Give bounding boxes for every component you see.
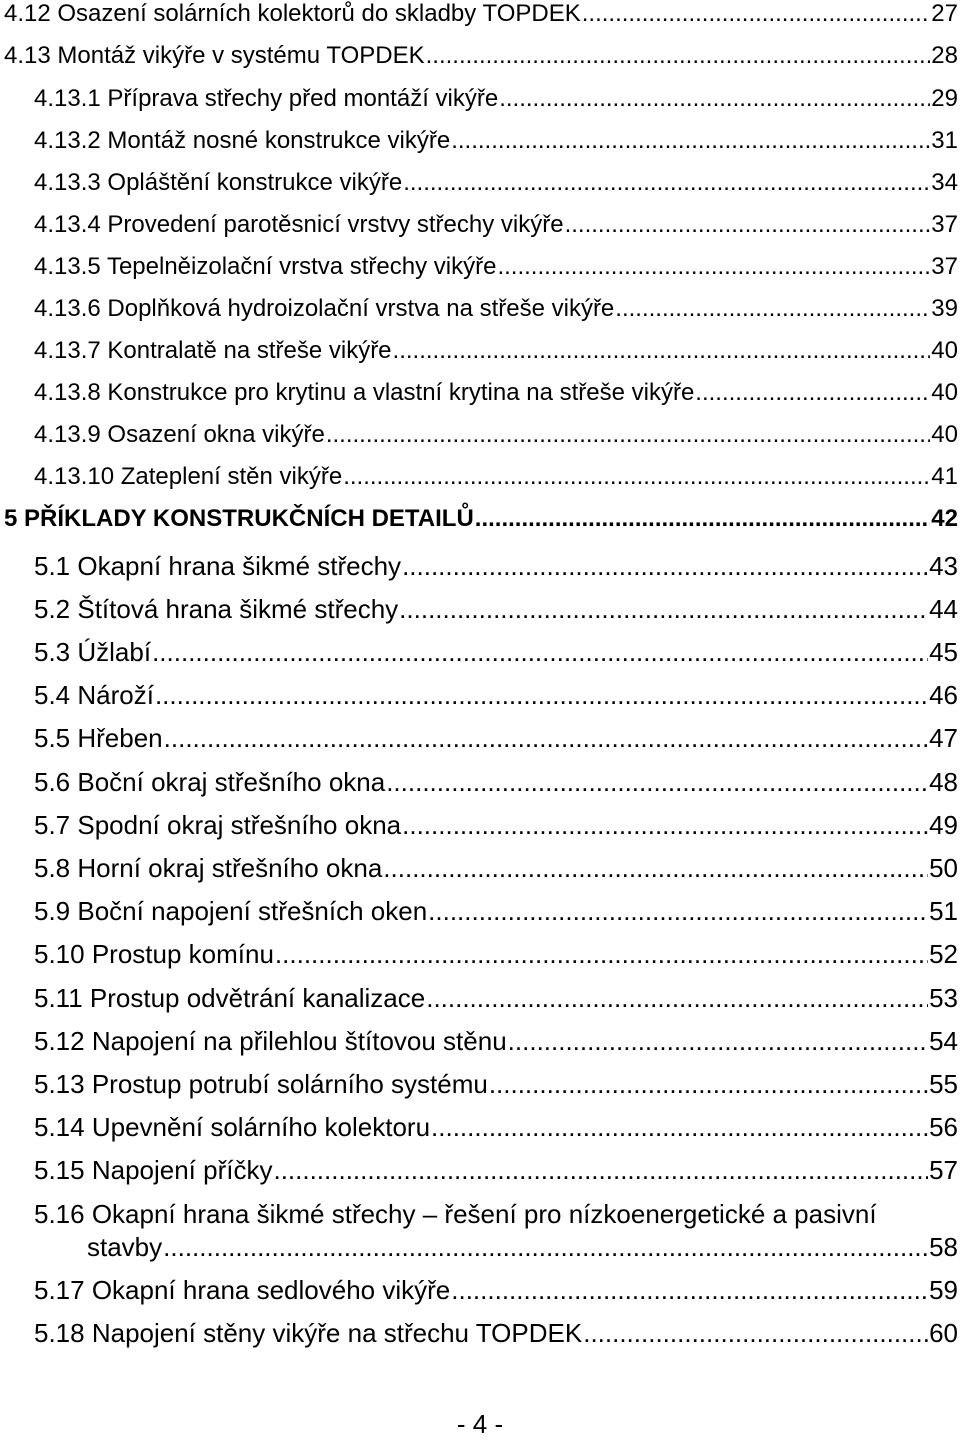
toc-entry-page: 29: [931, 85, 958, 112]
toc-entry-title: 5.17 Okapní hrana sedlového vikýře: [34, 1275, 451, 1305]
toc-leader-dots: [402, 551, 928, 582]
toc-leader-dots: [615, 295, 930, 323]
toc-entry[interactable]: [0, 939, 960, 970]
toc-entry[interactable]: [0, 253, 960, 281]
toc-entry-page: 47: [929, 723, 958, 753]
toc-entry-title: 5.10 Prostup komínu: [34, 939, 274, 969]
toc-entry[interactable]: [0, 1155, 960, 1186]
toc-entry-page: 27: [931, 0, 958, 27]
toc-leader-dots: [489, 1069, 928, 1100]
toc-entry[interactable]: [0, 637, 960, 668]
toc-entry-page: 28: [931, 42, 958, 69]
toc-entry-page: 42: [931, 505, 958, 532]
toc-leader-dots: [582, 0, 931, 28]
toc-entry[interactable]: [0, 551, 960, 582]
toc-entry[interactable]: [0, 1232, 960, 1263]
toc-entry-page: 58: [929, 1232, 958, 1262]
toc-entry-title: 5.12 Napojení na přilehlou štítovou stěnu: [34, 1026, 507, 1056]
toc-entry-page: 40: [931, 421, 958, 448]
toc-leader-dots: [163, 1232, 928, 1263]
toc-entry-title: 4.13.1 Příprava střechy před montáží vikýře: [34, 85, 499, 112]
toc-leader-dots: [273, 1155, 928, 1186]
toc-entry-page: 54: [929, 1026, 958, 1056]
toc-entry-title: 4.13.9 Osazení okna vikýře: [34, 421, 325, 448]
toc-entry-title: 4.12 Osazení solárních kolektorů do skladby TOPDEK: [4, 0, 581, 27]
toc-entry-title: 5.18 Napojení stěny vikýře na střechu TOPDEK: [34, 1318, 583, 1348]
toc-entry-title: 5.13 Prostup potrubí solárního systému: [34, 1069, 488, 1099]
toc-entry-title: 5.14 Upevnění solárního kolektoru: [34, 1112, 431, 1142]
toc-entry[interactable]: [0, 1318, 960, 1349]
toc-entry-page: 37: [931, 211, 958, 238]
toc-entry-page: 50: [929, 853, 958, 883]
toc-entry[interactable]: [0, 211, 960, 239]
toc-leader-dots: [426, 983, 928, 1014]
toc-entry-page: 41: [931, 463, 958, 490]
toc-leader-dots: [402, 810, 928, 841]
toc-entry[interactable]: [0, 853, 960, 884]
toc-leader-dots: [475, 505, 931, 533]
toc-entry[interactable]: [0, 42, 960, 70]
toc-entry[interactable]: [0, 337, 960, 365]
page-number: - 4 -: [456, 1409, 504, 1439]
toc-entry-title: 5.7 Spodní okraj střešního okna: [34, 810, 402, 840]
toc-leader-dots: [499, 85, 930, 113]
toc-entry-title: 4.13 Montáž vikýře v systému TOPDEK: [4, 42, 425, 69]
toc-entry-page: 53: [929, 983, 958, 1013]
toc-entry[interactable]: [0, 723, 960, 754]
toc-entry[interactable]: [0, 379, 960, 407]
toc-entry-title: 5.8 Horní okraj střešního okna: [34, 853, 383, 883]
toc-leader-dots: [508, 1026, 928, 1057]
toc-entry-title: 5.3 Úžlabí: [34, 637, 152, 667]
toc-entry-page: 55: [929, 1069, 958, 1099]
toc-entry-page: 43: [929, 551, 958, 581]
toc-entry[interactable]: [0, 1026, 960, 1057]
toc-entry[interactable]: [0, 1069, 960, 1100]
toc-entry[interactable]: [0, 421, 960, 449]
toc-leader-dots: [386, 767, 928, 798]
toc-entry-page: 52: [929, 939, 958, 969]
toc-entry-title: 4.13.10 Zateplení stěn vikýře: [34, 463, 343, 490]
toc-leader-dots: [565, 211, 931, 239]
toc-entry[interactable]: [0, 1112, 960, 1143]
toc-leader-dots: [403, 169, 930, 197]
toc-leader-dots: [326, 421, 930, 449]
toc-entry-title: 5.15 Napojení příčky: [34, 1155, 273, 1185]
toc-entry-title: 5.2 Štítová hrana šikmé střechy: [34, 594, 399, 624]
toc-entry-title: 4.13.6 Doplňková hydroizolační vrstva na střeše vikýře: [34, 295, 615, 322]
toc-entry-page: 57: [929, 1155, 958, 1185]
toc-entry-page: 39: [931, 295, 958, 322]
toc-entry-page: 45: [929, 637, 958, 667]
toc-leader-dots: [451, 1275, 928, 1306]
toc-entry-page: 49: [929, 810, 958, 840]
toc-entry-title: 5.11 Prostup odvětrání kanalizace: [34, 983, 426, 1013]
toc-entry[interactable]: [0, 85, 960, 113]
toc-leader-dots: [497, 253, 930, 281]
toc-entry-title: 5.5 Hřeben: [34, 723, 163, 753]
toc-leader-dots: [695, 379, 930, 407]
toc-entry-page: 48: [929, 767, 958, 797]
toc-entry-page: 46: [929, 680, 958, 710]
toc-entry[interactable]: [0, 680, 960, 711]
toc-entry[interactable]: [0, 983, 960, 1014]
toc-entry-title: 4.13.8 Konstrukce pro krytinu a vlastní krytina na střeše vikýře: [34, 379, 695, 406]
toc-entry[interactable]: [0, 295, 960, 323]
toc-entry[interactable]: [0, 810, 960, 841]
toc-entry[interactable]: [0, 127, 960, 155]
toc-leader-dots: [164, 723, 928, 754]
toc-entry-page: 40: [931, 379, 958, 406]
toc-entry[interactable]: [0, 896, 960, 927]
toc-entry-page: 56: [929, 1112, 958, 1142]
toc-leader-dots: [343, 463, 930, 491]
toc-entry-title: 4.13.5 Tepelněizolační vrstva střechy vikýře: [34, 253, 497, 280]
toc-entry-title: 5.9 Boční napojení střešních oken: [34, 896, 428, 926]
toc-leader-dots: [426, 42, 931, 70]
toc-entry-title-line1[interactable]: 5.16 Okapní hrana šikmé střechy – řešení pro nízkoenergetické a pasivní: [34, 1199, 877, 1229]
toc-entry[interactable]: [0, 594, 960, 625]
toc-leader-dots: [383, 853, 928, 884]
toc-entry[interactable]: [0, 169, 960, 197]
toc-entry[interactable]: [0, 463, 960, 491]
toc-entry-page: 34: [931, 169, 958, 196]
toc-entry-page: 31: [931, 127, 958, 154]
toc-entry[interactable]: [0, 1275, 960, 1306]
toc-entry-page: 59: [929, 1275, 958, 1305]
toc-entry-title: 5.4 Nároží: [34, 680, 154, 710]
toc-entry-page: 40: [931, 337, 958, 364]
toc-leader-dots: [399, 594, 928, 625]
toc-leader-dots: [583, 1318, 928, 1349]
toc-leader-dots: [275, 939, 928, 970]
toc-leader-dots: [155, 680, 928, 711]
toc-entry-page: 60: [929, 1318, 958, 1348]
toc-entry-title: 5.1 Okapní hrana šikmé střechy: [34, 551, 402, 581]
toc-entry-title: 4.13.2 Montáž nosné konstrukce vikýře: [34, 127, 451, 154]
toc-leader-dots: [393, 337, 931, 365]
toc-entry-title: 4.13.4 Provedení parotěsnicí vrstvy střechy vikýře: [34, 211, 564, 238]
toc-entry[interactable]: [0, 767, 960, 798]
toc-entry-page: 37: [931, 253, 958, 280]
toc-chapter-entry[interactable]: [0, 505, 960, 533]
toc-entry-title-line2: stavby: [87, 1232, 163, 1262]
toc-entry[interactable]: [0, 0, 960, 28]
toc-entry-title: 4.13.3 Opláštění konstrukce vikýře: [34, 169, 403, 196]
toc-leader-dots: [431, 1112, 928, 1143]
toc-entry-page: 51: [929, 896, 958, 926]
toc-leader-dots: [451, 127, 930, 155]
toc-entry-title: 5.6 Boční okraj střešního okna: [34, 767, 386, 797]
toc-leader-dots: [428, 896, 928, 927]
toc-entry-title: 5 PŘÍKLADY KONSTRUKČNÍCH DETAILŮ: [4, 505, 474, 532]
toc-entry-page: 44: [929, 594, 958, 624]
toc-leader-dots: [152, 637, 928, 668]
toc-entry-title: 4.13.7 Kontralatě na střeše vikýře: [34, 337, 392, 364]
